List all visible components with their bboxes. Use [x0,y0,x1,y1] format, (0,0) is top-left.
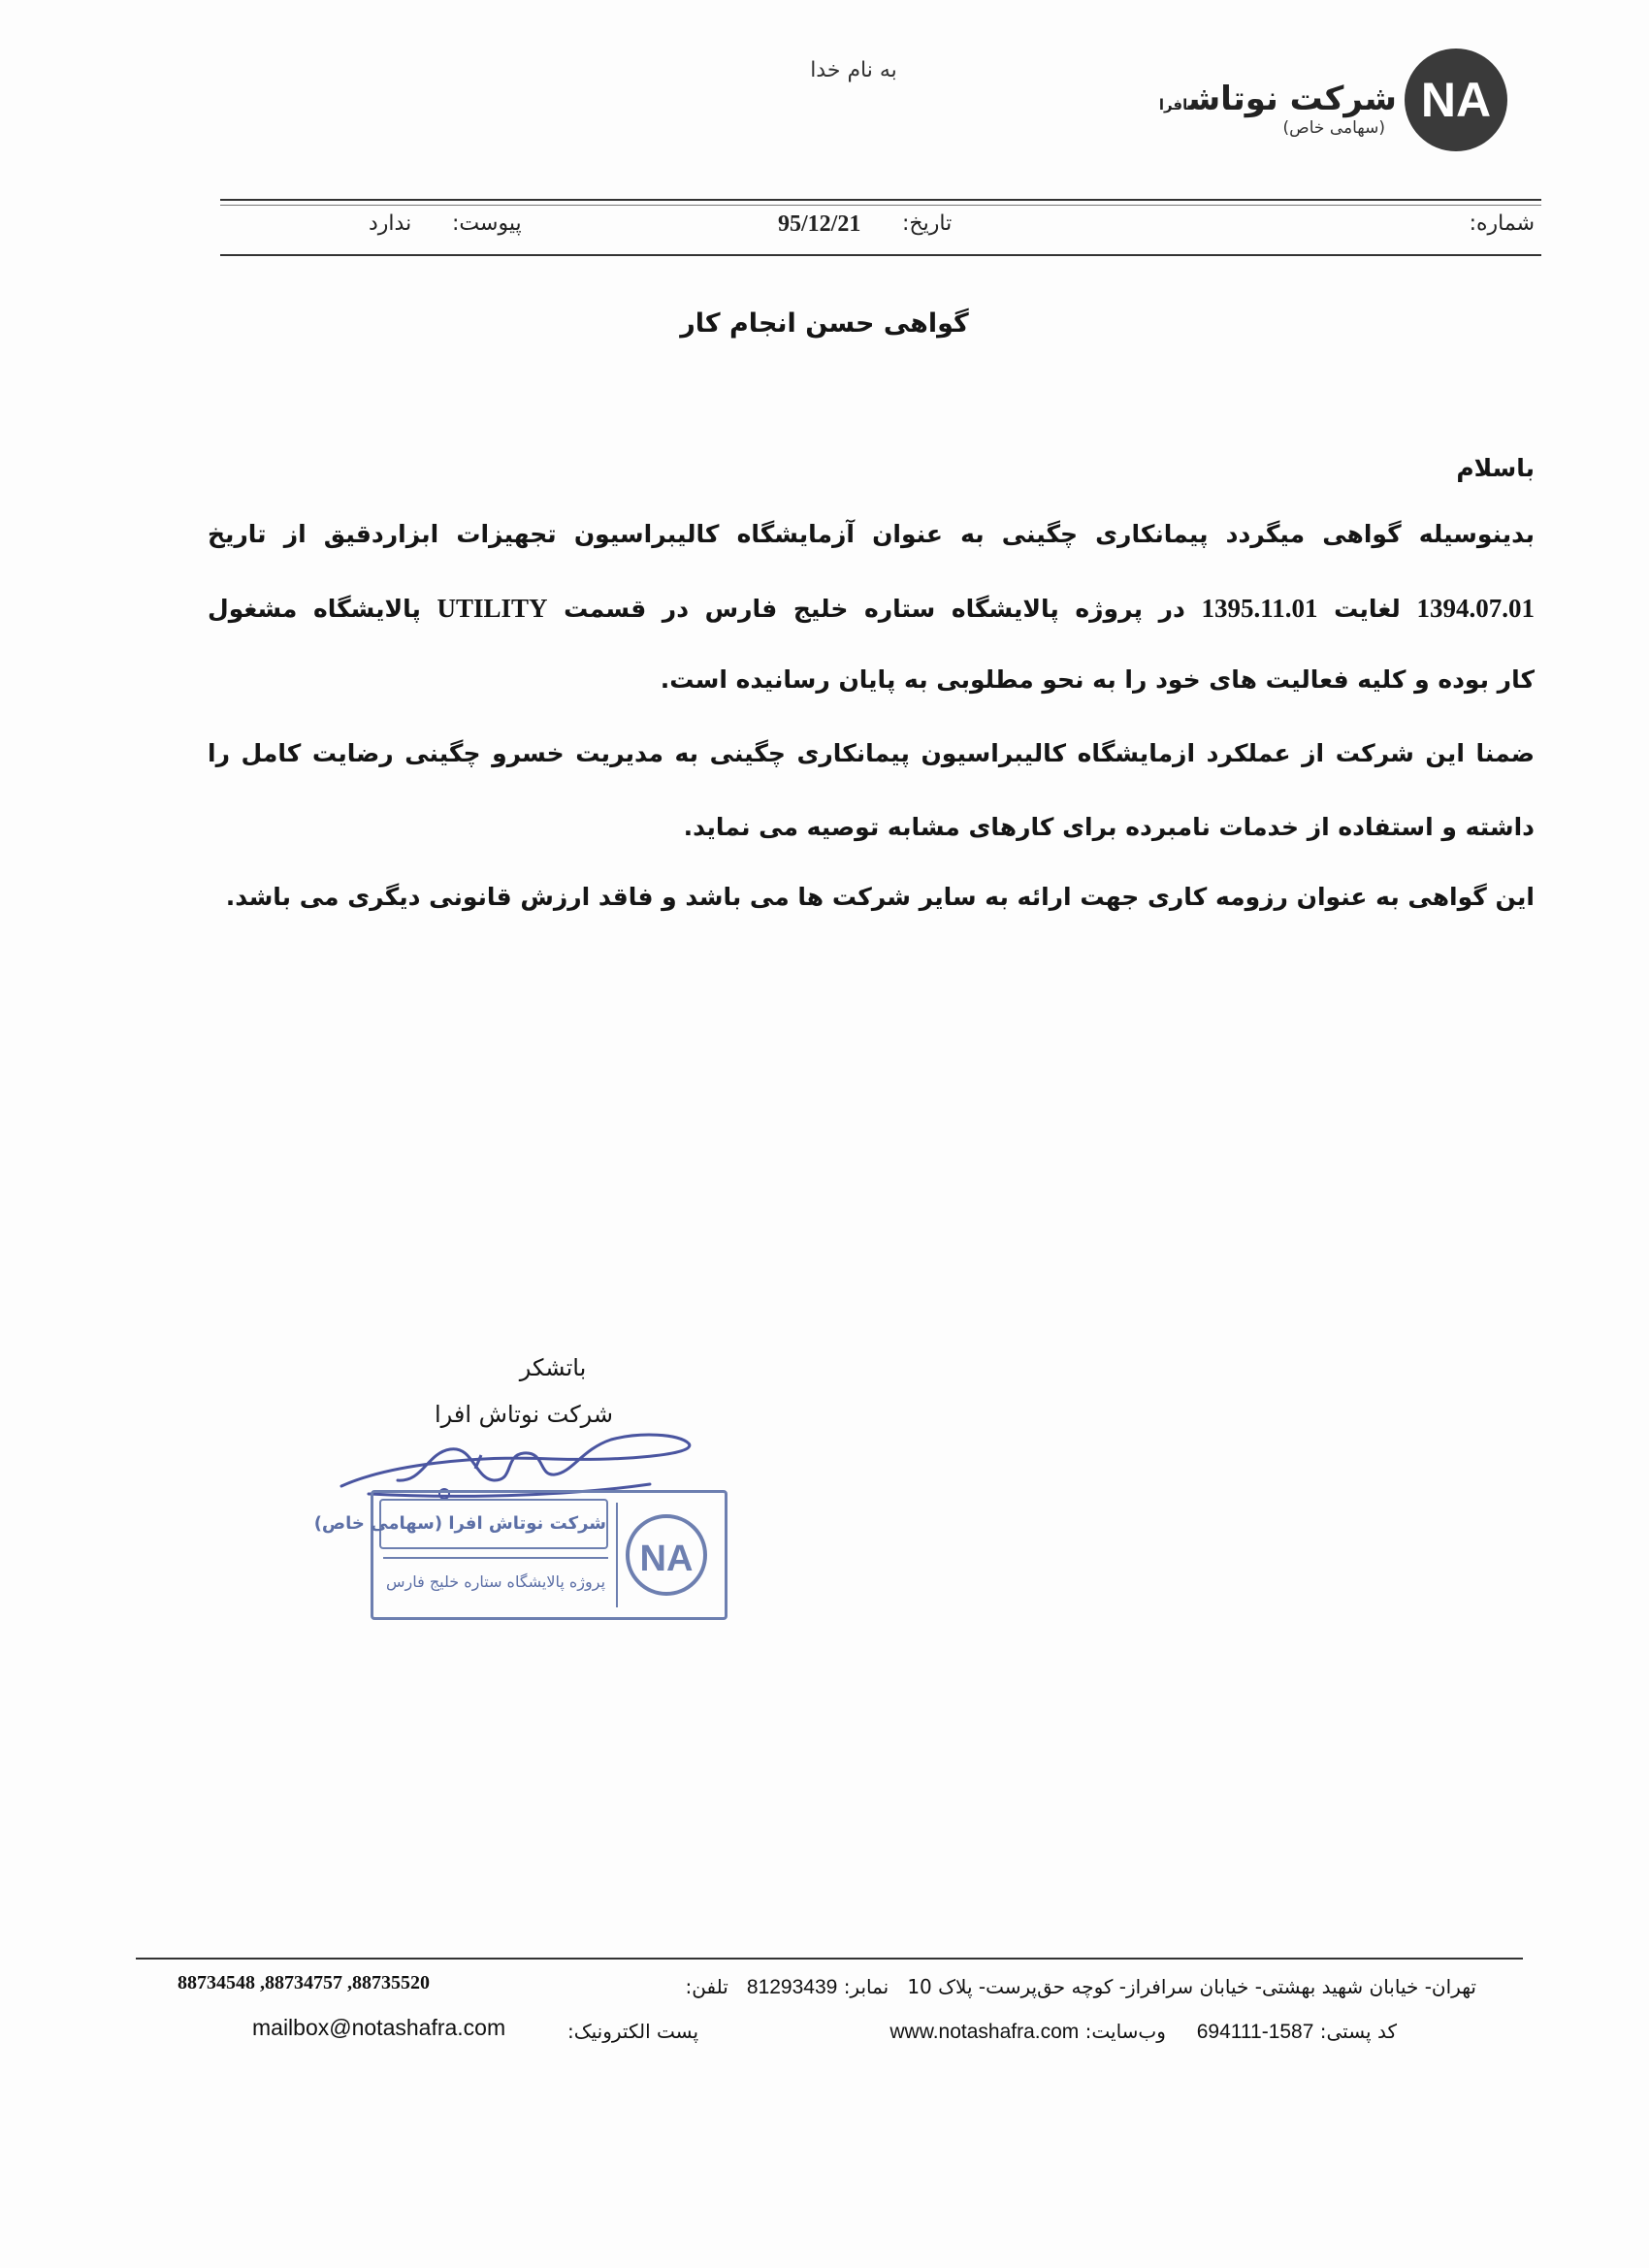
header-divider [220,199,1541,201]
footer-contact-line [889,2020,1397,2044]
number-label: شماره: [1469,211,1535,236]
attachment-value: ندارد [369,211,412,236]
body-line-3: کار بوده و کلیه فعالیت های خود را به نحو مطلوبی به پایان رسانیده است. [660,665,1535,694]
svg-text:NA: NA [1420,73,1492,127]
date-value: 95/12/21 [778,211,861,237]
svg-text:NA: NA [639,1539,694,1579]
company-type: (سهامی خاص) [1282,118,1385,138]
section-name: UTILITY [436,594,548,623]
company-logo-icon [1403,47,1509,153]
body-line-1: بدینوسیله گواهی میگردد پیمانکاری چگینی به عنوان آزمایشگاه کالیبراسیون تجهیزات ابزاردقیق از تاریخ [208,520,1535,548]
footer-postal-label: کد پستی: [1319,2020,1397,2043]
body-line-2 [208,596,1535,622]
body-line-4: ضمنا این شرکت از عملکرد ازمایشگاه کالیبراسیون پیمانکاری چگینی به مدیریت خسرو چگینی رضایت کامل را [208,739,1535,767]
stamp-logo-icon [616,1503,715,1607]
company-name-main: شرکت نوتاش [1187,80,1397,118]
footer-email-label: پست الکترونیک: [567,2020,699,2043]
meta-divider [220,254,1541,256]
company-name-suffix: افرا [1158,96,1188,113]
until-word: لغایت [1334,595,1401,623]
closing-company: شرکت نوتاش افرا [434,1401,614,1428]
footer-website-label: وب‌سایت: [1084,2020,1166,2043]
greeting: باسلام [1456,454,1535,482]
company-name [1159,80,1397,118]
date-label: تاریخ: [902,211,953,236]
header-divider-thin [220,205,1541,206]
line-2-end: پالایشگاه مشغول [208,595,421,623]
body-line-6: این گواهی به عنوان رزومه کاری جهت ارائه به سایر شرکت ها می باشد و فاقد ارزش قانونی دیگری می باشد. [225,883,1535,911]
footer-email-link[interactable]: mailbox@notashafra.com [252,2015,506,2040]
project-text: در پروژه پالایشگاه ستاره خلیج فارس در قسمت [564,595,1185,623]
body-line-5: داشته و استفاده از خدمات نامبرده برای کارهای مشابه توصیه می نماید. [683,813,1535,841]
company-stamp [313,1490,728,1620]
footer-fax-label: نمابر: [843,1975,889,1998]
date-from: 1394.07.01 [1416,594,1535,623]
footer-address-line [686,1975,1476,1999]
footer-website-link[interactable]: www.notashafra.com [889,2021,1080,2043]
footer-address: تهران- خیابان شهید بهشتی- خیابان سرافراز- کوچه حق‌پرست- پلاک 10 [907,1975,1476,1998]
footer-divider [136,1958,1523,1960]
footer-postal-code: 1587-694111 [1196,2021,1314,2043]
date-to: 1395.11.01 [1201,594,1318,623]
stamp-company-line: شرکت نوتاش افرا (سهامی خاص) [379,1499,608,1549]
bismillah-heading: به نام خدا [810,58,897,82]
footer-phone-label: تلفن: [685,1975,728,1998]
closing-thanks: باتشکر [519,1354,587,1381]
stamp-project-line: پروژه پالایشگاه ستاره خلیج فارس [383,1557,608,1605]
document-title: گواهی حسن انجام کار [680,308,969,339]
attachment-label: پیوست: [452,211,522,236]
footer-fax: 81293439 [746,1976,838,1998]
footer-phones: 88734548 ,88734757 ,88735520 [178,1972,430,1993]
